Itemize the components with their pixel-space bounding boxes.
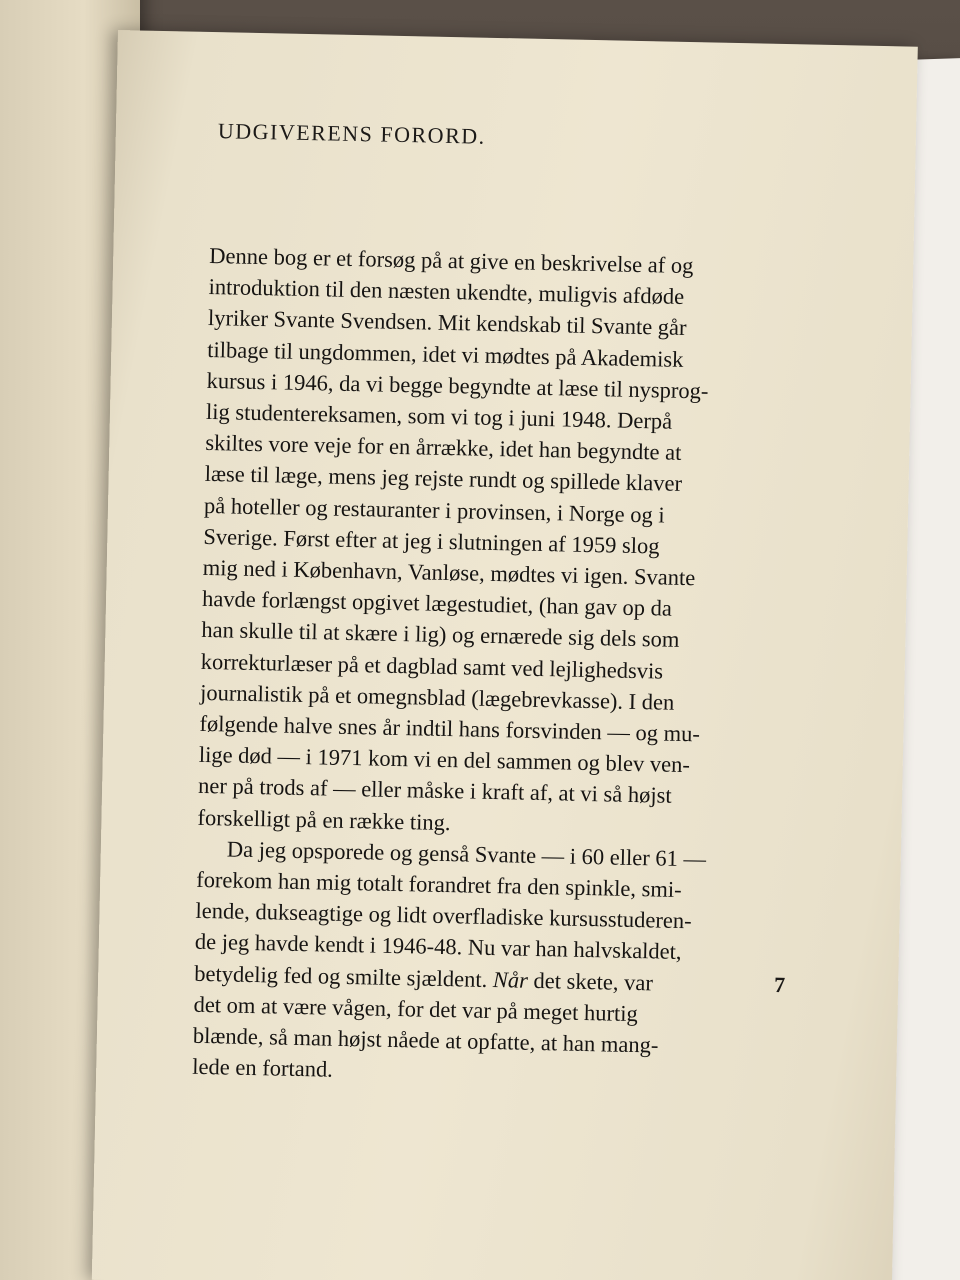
text-line: skiltes vore veje for en årrække, idet han begyndte at — [205, 430, 682, 466]
paragraph-2 — [192, 833, 767, 1095]
text-line: Sverige. Først efter at jeg i slutningen af 1959 slog — [203, 523, 660, 559]
book-page — [92, 30, 918, 1280]
text-line: lige død — i 1971 kom vi en del sammen og blev ven- — [198, 742, 691, 778]
paragraph-1 — [197, 240, 779, 845]
text-line: forekom han mig totalt forandret fra den spinkle, smi- — [195, 866, 682, 903]
text-line: ner på trods af — eller måske i kraft af, at vi så højst — [197, 773, 672, 809]
text-line: Da jeg opsporede og genså Svante — i 60 eller 61 — — [226, 836, 707, 872]
text-line: mig ned i København, Vanløse, mødtes vi igen. Svante — [202, 554, 696, 591]
text-line: korrekturlæser på et dagblad samt ved lejlighedsvis — [200, 648, 664, 684]
text-line: lende, dukseagtige og lidt overfladiske kursusstuderen- — [195, 898, 692, 934]
page-number: 7 — [773, 971, 786, 998]
text-line: på hoteller og restauranter i provinsen, i Norge og i — [203, 492, 665, 528]
text-line: følgende halve snes år indtil hans forsvinden — og mu- — [199, 710, 701, 747]
text-line: lyriker Svante Svendsen. Mit kendskab til Svante går — [207, 305, 687, 341]
text-segment: betydelig fed og smilte sjældent. — [194, 960, 488, 992]
chapter-heading: UDGIVERENS FORORD. — [217, 118, 486, 149]
body-text — [192, 240, 780, 1094]
text-line: kursus i 1946, da vi begge begyndte at læse til nysprog- — [206, 367, 709, 404]
text-line: lede en fortand. — [192, 1054, 334, 1083]
text-line: Denne bog er et forsøg på at give en beskrivelse af og — [209, 242, 694, 279]
text-line: de jeg havde kendt i 1946-48. Nu var han halvskaldet, — [194, 929, 682, 965]
text-line: læse til læge, mens jeg rejste rundt og spillede klaver — [204, 461, 683, 497]
text-line: journalistik på et omegnsblad (lægebrevkasse). I den — [199, 679, 675, 715]
text-line: forskelligt på en række ting. — [197, 804, 451, 835]
text-segment: det skete, var — [527, 967, 654, 996]
text-line: han skulle til at skære i lig) og ernærede sig dels som — [201, 617, 680, 653]
emphasis-text: Når — [492, 966, 529, 993]
text-line: havde forlængst opgivet lægestudiet, (han gav op da — [201, 586, 673, 621]
text-line: tilbage til ungdommen, idet vi mødtes på Akademisk — [207, 336, 684, 372]
text-line: blænde, så man højst nåede at opfatte, at han mang- — [192, 1022, 659, 1058]
text-line: lig studentereksamen, som vi tog i juni 1948. Derpå — [205, 398, 673, 434]
text-line: det om at være vågen, for det var på meget hurtig — [193, 991, 639, 1026]
text-line: introduktion til den næsten ukendte, muligvis afdøde — [208, 274, 685, 310]
